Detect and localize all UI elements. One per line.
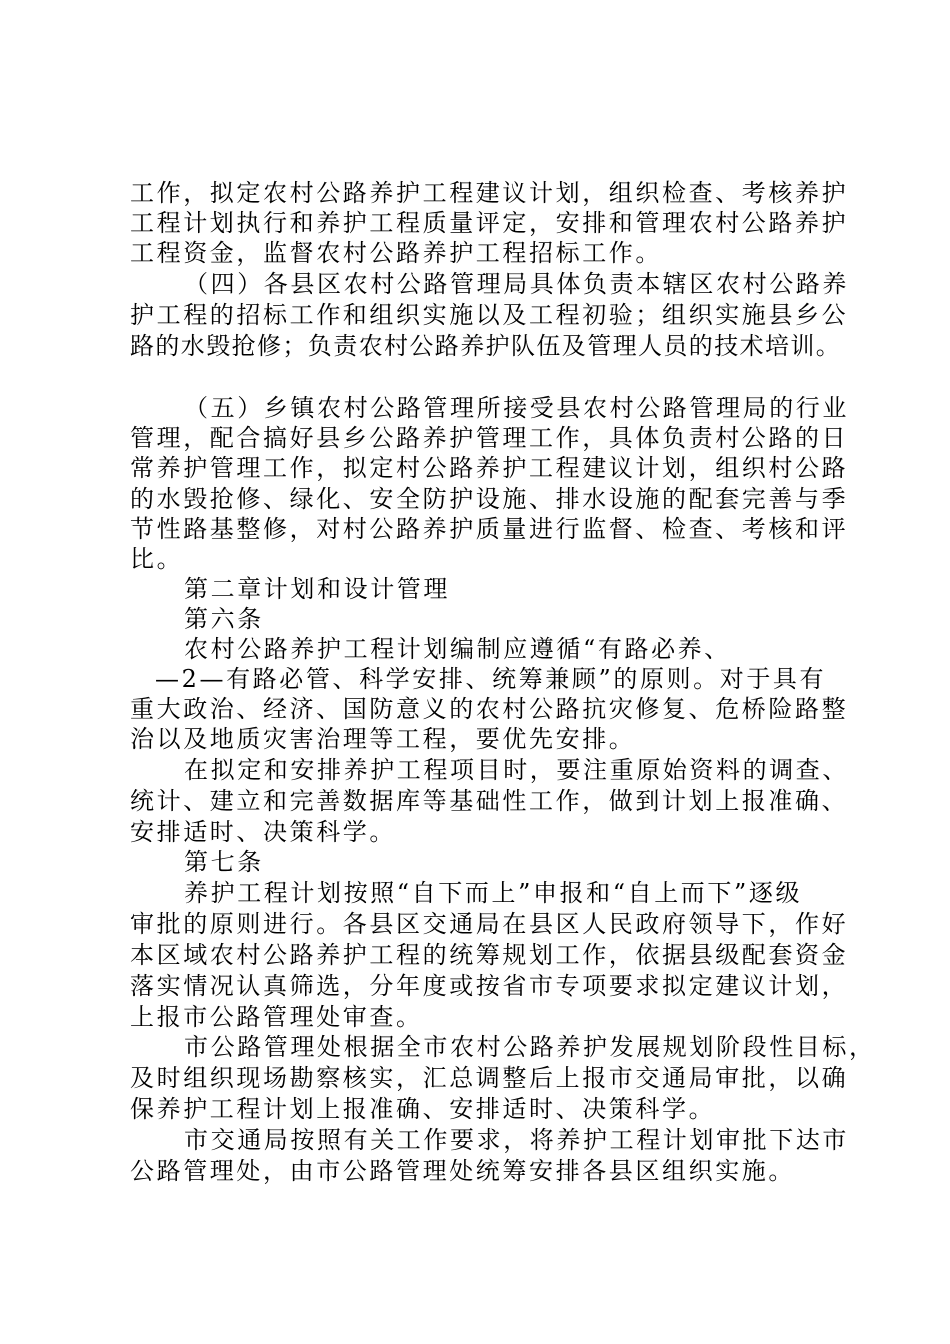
text-line: 审批的原则进行。各县区交通局在县区人民政府领导下，作好: [130, 910, 849, 938]
text-line: 重大政治、经济、国防意义的农村公路抗灾修复、危桥险路整: [130, 695, 849, 723]
text-line: 公路管理处，由市公路管理处统筹安排各县区组织实施。: [130, 1157, 795, 1185]
text-line: 管理，配合搞好县乡公路养护管理工作，具体负责村公路的日: [130, 424, 849, 452]
text-line: 在拟定和安排养护工程项目时，要注重原始资料的调查、: [184, 756, 849, 784]
text-line: （四）各县区农村公路管理局具体负责本辖区农村公路养: [184, 270, 849, 298]
text-line: 及时组织现场勘察核实，汇总调整后上报市交通局审批，以确: [130, 1064, 849, 1092]
text-line: 统计、建立和完善数据库等基础性工作，做到计划上报准确、: [130, 787, 849, 815]
text-line: 本区域农村公路养护工程的统筹规划工作，依据县级配套资金: [130, 941, 849, 969]
chapter-heading: 第二章计划和设计管理: [184, 575, 450, 603]
text-line: 路的水毁抢修；负责农村公路养护队伍及管理人员的技术培训。: [130, 332, 842, 360]
text-line: 落实情况认真筛选，分年度或按省市专项要求拟定建议计划，: [130, 972, 849, 1000]
text-line: 比。: [130, 545, 184, 573]
text-line: 护工程的招标工作和组织实施以及工程初验；组织实施县乡公: [130, 301, 849, 329]
text-line: 养护工程计划按照“自下而上”申报和“自上而下”逐级: [184, 879, 803, 907]
text-line: 市公路管理处根据全市农村公路养护发展规划阶段性目标，: [184, 1033, 876, 1061]
text-line: 常养护管理工作，拟定村公路养护工程建议计划，组织村公路: [130, 454, 849, 482]
article-heading: 第七条: [184, 848, 264, 876]
text-line: （五）乡镇农村公路管理所接受县农村公路管理局的行业: [184, 394, 849, 422]
text-line: 上报市公路管理处审查。: [130, 1003, 423, 1031]
text-line: 治以及地质灾害治理等工程，要优先安排。: [130, 725, 636, 753]
text-line: 的水毁抢修、绿化、安全防护设施、排水设施的配套完善与季: [130, 485, 849, 513]
text-line: 安排适时、决策科学。: [130, 818, 396, 846]
text-line: 工程资金，监督农村公路养护工程招标工作。: [130, 239, 662, 267]
article-heading: 第六条: [184, 605, 264, 633]
text-line: 市交通局按照有关工作要求，将养护工程计划审批下达市: [184, 1126, 849, 1154]
text-line: 工作，拟定农村公路养护工程建议计划，组织检查、考核养护: [130, 179, 849, 207]
text-line: 农村公路养护工程计划编制应遵循“有路必养、: [184, 635, 731, 663]
text-line: 保养护工程计划上报准确、安排适时、决策科学。: [130, 1095, 716, 1123]
text-line: —2—有路必管、科学安排、统筹兼顾”的原则。对于具有: [155, 665, 827, 693]
text-line: 工程计划执行和养护工程质量评定，安排和管理农村公路养护: [130, 209, 849, 237]
text-line: 节性路基整修，对村公路养护质量进行监督、检查、考核和评: [130, 515, 849, 543]
